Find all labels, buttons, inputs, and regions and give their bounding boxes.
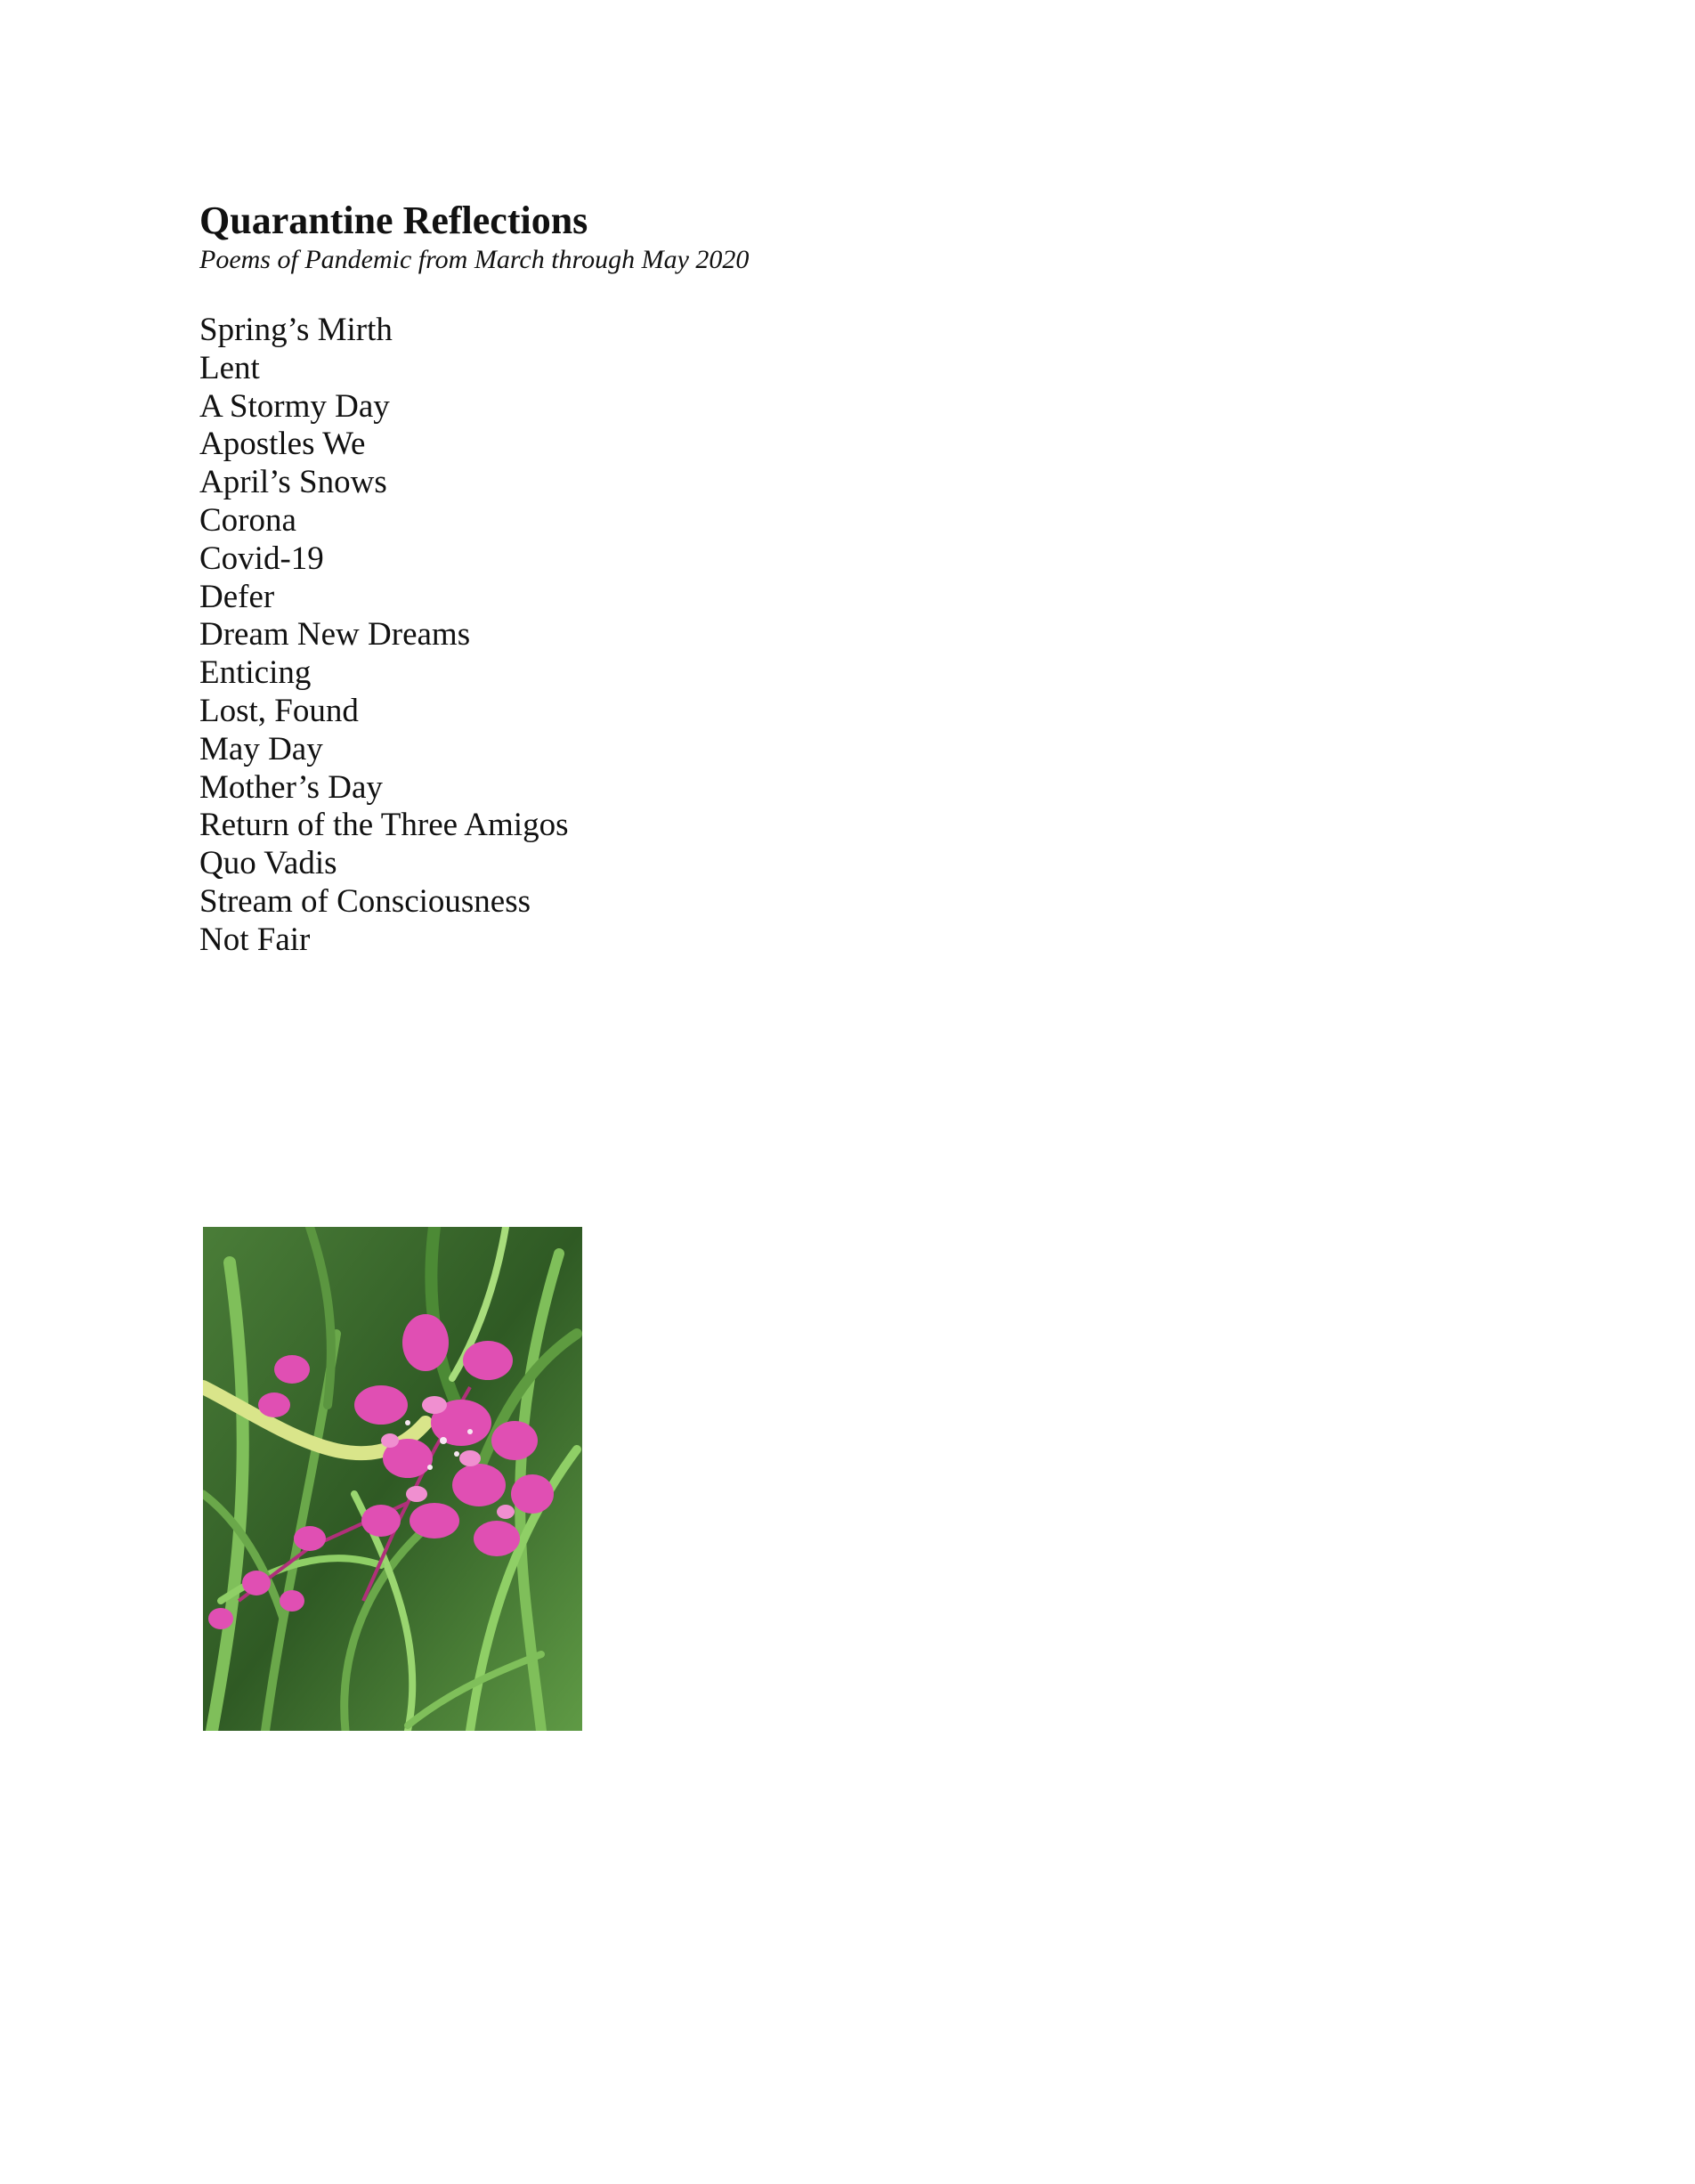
list-item: Not Fair — [199, 921, 311, 958]
fireweed-illustration — [203, 1227, 582, 1731]
list-item: Spring’s Mirth — [199, 312, 393, 348]
list-item: Stream of Consciousness — [199, 882, 531, 920]
list-item: April’s Snows — [199, 464, 387, 501]
document-title: Quarantine Reflections — [199, 199, 588, 242]
flower-photo — [203, 1227, 582, 1731]
list-item: Covid-19 — [199, 540, 324, 577]
list-item: Enticing — [199, 654, 312, 692]
poem-list — [199, 312, 568, 960]
list-item: Dream New Dreams — [199, 616, 471, 654]
list-item: Return of the Three Amigos — [199, 807, 569, 844]
list-item: A Stormy Day — [199, 387, 390, 425]
document-subtitle: Poems of Pandemic from March through May 2020 — [199, 245, 750, 274]
list-item: Corona — [199, 501, 296, 539]
list-item: Lost, Found — [199, 692, 359, 729]
list-item: Mother’s Day — [199, 768, 383, 806]
list-item: Quo Vadis — [199, 845, 337, 882]
list-item: May Day — [199, 730, 323, 767]
list-item: Lent — [199, 349, 260, 386]
list-item: Apostles We — [199, 426, 366, 463]
list-item: Defer — [199, 578, 275, 615]
